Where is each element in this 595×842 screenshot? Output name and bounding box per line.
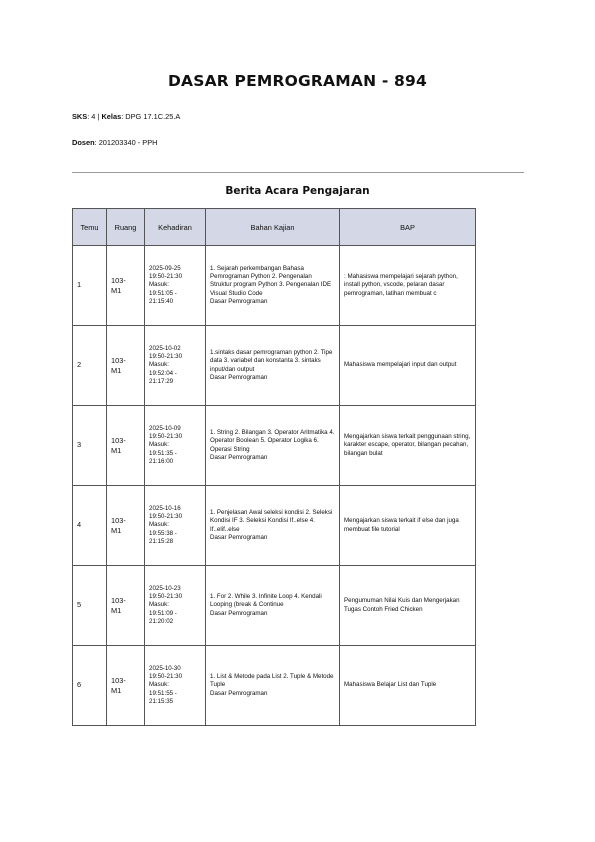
cell-kehadiran xyxy=(145,406,206,486)
kelas-label: Kelas xyxy=(101,112,122,121)
cell-ruang: 103- M1 xyxy=(107,566,145,646)
kehadiran-line: 2025-10-09 xyxy=(149,424,181,432)
divider xyxy=(72,172,524,173)
course-meta-sks-kelas xyxy=(72,112,180,121)
cell-temu: 2 xyxy=(73,326,107,406)
kehadiran-line: Masuk: xyxy=(149,521,169,529)
cell-bap: Mengajarkan siswa terkait penggunaan string, karakter escape, operator, bilangan pecahan, bilangan bulat xyxy=(340,406,476,486)
table-row xyxy=(73,566,476,646)
cell-ruang: 103- M1 xyxy=(107,246,145,326)
kehadiran-line: Masuk: xyxy=(149,601,169,609)
sks-value: : 4 | xyxy=(87,112,102,121)
table-row xyxy=(73,646,476,726)
cell-temu: 1 xyxy=(73,246,107,326)
cell-bap: Mahasiswa Belajar List dan Tuple xyxy=(340,646,476,726)
kehadiran-line: Masuk: xyxy=(149,361,169,369)
kehadiran-line: 19:50-21:30 xyxy=(149,273,183,281)
kehadiran-line: 19:51:05 - xyxy=(149,289,177,297)
kehadiran-line: 19:50-21:30 xyxy=(149,433,183,441)
cell-ruang: 103- M1 xyxy=(107,406,145,486)
cell-bahan-kajian: 1.sintaks dasar pemrograman python 2. Tipe data 3. variabel dan konstanta 3. sintaks input/dan output Dasar Pemrograman xyxy=(206,326,340,406)
table-row xyxy=(73,326,476,406)
kehadiran-line: 19:50-21:30 xyxy=(149,513,183,521)
header-bap: BAP xyxy=(340,209,476,246)
kehadiran-line: Masuk: xyxy=(149,281,169,289)
kehadiran-line: 2025-10-02 xyxy=(149,344,181,352)
header-bahan-kajian: Bahan Kajian xyxy=(206,209,340,246)
page-title: DASAR PEMROGRAMAN - 894 xyxy=(167,72,428,90)
dosen-value: : 201203340 - PPH xyxy=(94,138,158,147)
cell-bahan-kajian: 1. Penjelasan Awal seleksi kondisi 2. Seleksi Kondisi IF 3. Seleksi Kondisi If..else 4. If..elif..else Dasar Pemrograman xyxy=(206,486,340,566)
cell-kehadiran xyxy=(145,486,206,566)
cell-temu: 5 xyxy=(73,566,107,646)
cell-bahan-kajian: 1. String 2. Bilangan 3. Operator Aritmatika 4. Operator Boolean 5. Operator Logika 6. Operasi String Dasar Pemrograman xyxy=(206,406,340,486)
kehadiran-line: 19:55:38 - xyxy=(149,529,177,537)
cell-bap: Pengumuman Nilai Kuis dan Mengerjakan Tugas Contoh Fried Chicken xyxy=(340,566,476,646)
header-kehadiran: Kehadiran xyxy=(145,209,206,246)
cell-ruang: 103- M1 xyxy=(107,486,145,566)
cell-bap: Mengajarkan siswa terkait if else dan juga membuat file tutorial xyxy=(340,486,476,566)
kehadiran-line: Masuk: xyxy=(149,441,169,449)
sks-label: SKS xyxy=(72,112,88,121)
cell-bap: : Mahasiswa mempelajari sejarah python, install python, vscode, pelaran dasar pemrograman, latihan membuat c xyxy=(340,246,476,326)
kehadiran-line: 21:17:29 xyxy=(149,377,174,385)
cell-bap: Mahasiswa mempelajari input dan output xyxy=(340,326,476,406)
kehadiran-line: 2025-10-30 xyxy=(149,664,181,672)
kehadiran-line: 19:52:04 - xyxy=(149,369,177,377)
kehadiran-line: 21:15:40 xyxy=(149,297,174,305)
course-meta-dosen xyxy=(72,138,157,147)
cell-kehadiran xyxy=(145,246,206,326)
kehadiran-line: 21:15:35 xyxy=(149,697,174,705)
kehadiran-line: 19:50-21:30 xyxy=(149,593,183,601)
table-row xyxy=(73,406,476,486)
cell-kehadiran xyxy=(145,566,206,646)
kehadiran-line: 21:16:00 xyxy=(149,457,174,465)
kehadiran-line: 19:51:55 - xyxy=(149,689,177,697)
kehadiran-line: 19:51:35 - xyxy=(149,449,177,457)
cell-bahan-kajian: 1. For 2. While 3. Infinite Loop 4. Kendali Looping (break & Continue Dasar Pemrograman xyxy=(206,566,340,646)
table-row xyxy=(73,246,476,326)
cell-temu: 4 xyxy=(73,486,107,566)
section-title: Berita Acara Pengajaran xyxy=(225,185,370,197)
kehadiran-line: 2025-10-16 xyxy=(149,504,181,512)
cell-ruang: 103- M1 xyxy=(107,326,145,406)
kehadiran-line: 2025-10-23 xyxy=(149,584,181,592)
cell-kehadiran xyxy=(145,646,206,726)
kehadiran-line: 2025-09-25 xyxy=(149,264,181,272)
cell-kehadiran xyxy=(145,326,206,406)
bap-table xyxy=(72,208,476,726)
kehadiran-line: 19:51:09 - xyxy=(149,609,177,617)
table-header-row xyxy=(73,209,476,246)
kehadiran-line: 19:50-21:30 xyxy=(149,353,183,361)
dosen-label: Dosen xyxy=(72,138,95,147)
cell-temu: 6 xyxy=(73,646,107,726)
cell-bahan-kajian: 1. List & Metode pada List 2. Tuple & Metode Tuple Dasar Pemrograman xyxy=(206,646,340,726)
kelas-value: : DPG 17.1C.25.A xyxy=(121,112,181,121)
table-row xyxy=(73,486,476,566)
kehadiran-line: 21:15:28 xyxy=(149,537,174,545)
cell-temu: 3 xyxy=(73,406,107,486)
kehadiran-line: Masuk: xyxy=(149,681,169,689)
cell-ruang: 103- M1 xyxy=(107,646,145,726)
kehadiran-line: 19:50-21:30 xyxy=(149,673,183,681)
header-ruang: Ruang xyxy=(107,209,145,246)
cell-bahan-kajian: 1. Sejarah perkembangan Bahasa Pemrograman Python 2. Pengenalan Struktur program Python 3. Pengenalan IDE Visual Studio Code Dasar Pemrograman xyxy=(206,246,340,326)
kehadiran-line: 21:20:02 xyxy=(149,617,174,625)
header-temu: Temu xyxy=(73,209,107,246)
